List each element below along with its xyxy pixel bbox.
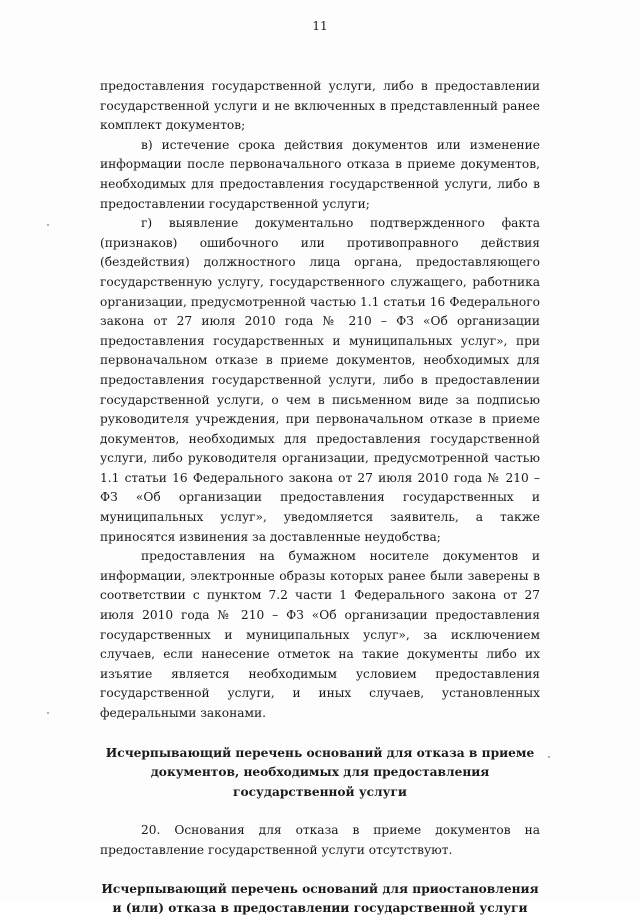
- scan-speck: [47, 224, 49, 226]
- scan-speck: [47, 712, 49, 714]
- section-heading-refusal-documents: [100, 744, 540, 803]
- paragraph-item-d: предоставления на бумажном носителе документов и информации, электронные образы которых ранее были заверены в соответствии с пунктом 7.2 части 1 Федерального закона от 27 июля 2010 года № 210 – ФЗ «Об организации предоставления государственных и муниципальных услуг», за исключением случаев, если нанесение отметок на такие документы либо их изъятие является необходимым условием предоставления государственной услуги, и иных случаев, установленных федеральными законами.: [100, 549, 540, 720]
- page-number: 11: [312, 19, 328, 33]
- paragraph-item-v: в) истечение срока действия документов или изменение информации после первоначального отказа в приеме документов, необходимых для предоставления государственной услуги, либо в предоставлении государственной услуги;: [100, 137, 540, 211]
- paragraph-continuation: предоставления государственной услуги, либо в предоставлении государственной услуги и не включенных в представленный ранее комплект документов;: [100, 79, 540, 133]
- scan-speck: [548, 756, 550, 758]
- document-body: [100, 77, 540, 919]
- paragraph-item-g: г) выявление документально подтвержденного факта (признаков) ошибочного или противоправного действия (бездействия) должностного лица органа, предоставляющего государственную услугу, государственного служащего, работника организации, предусмотренной частью 1.1 статьи 16 Федерального закона от 27 июля 2010 года № 210 – ФЗ «Об организации предоставления государственных и муниципальных услуг», при первоначальном отказе в приеме документов, необходимых для предоставления государственной услуги, либо в предоставлении государственной услуги, о чем в письменном виде за подписью руководителя учреждения, при первоначальном отказе в приеме документов, необходимых для предоставления государственной услуги, либо руководителя организации, предусмотренной частью 1.1 статьи 16 Федерального закона от 27 июля 2010 года № 210 – ФЗ «Об организации предоставления государственных и муниципальных услуг», уведомляется заявитель, а также приносятся извинения за доставленные неудобства;: [100, 216, 540, 544]
- heading-line: и (или) отказа в предоставлении государственной услуги: [112, 901, 528, 916]
- section-heading-suspension-refusal: [100, 880, 540, 919]
- heading-line: Исчерпывающий перечень оснований для отказа в приеме: [105, 745, 535, 760]
- heading-line: государственной услуги: [233, 784, 407, 799]
- heading-line: документов, необходимых для предоставления: [150, 765, 490, 780]
- paragraph-20: 20. Основания для отказа в приеме документов на предоставление государственной услуги отсутствуют.: [100, 823, 540, 857]
- heading-line: Исчерпывающий перечень оснований для приостановления: [101, 881, 539, 896]
